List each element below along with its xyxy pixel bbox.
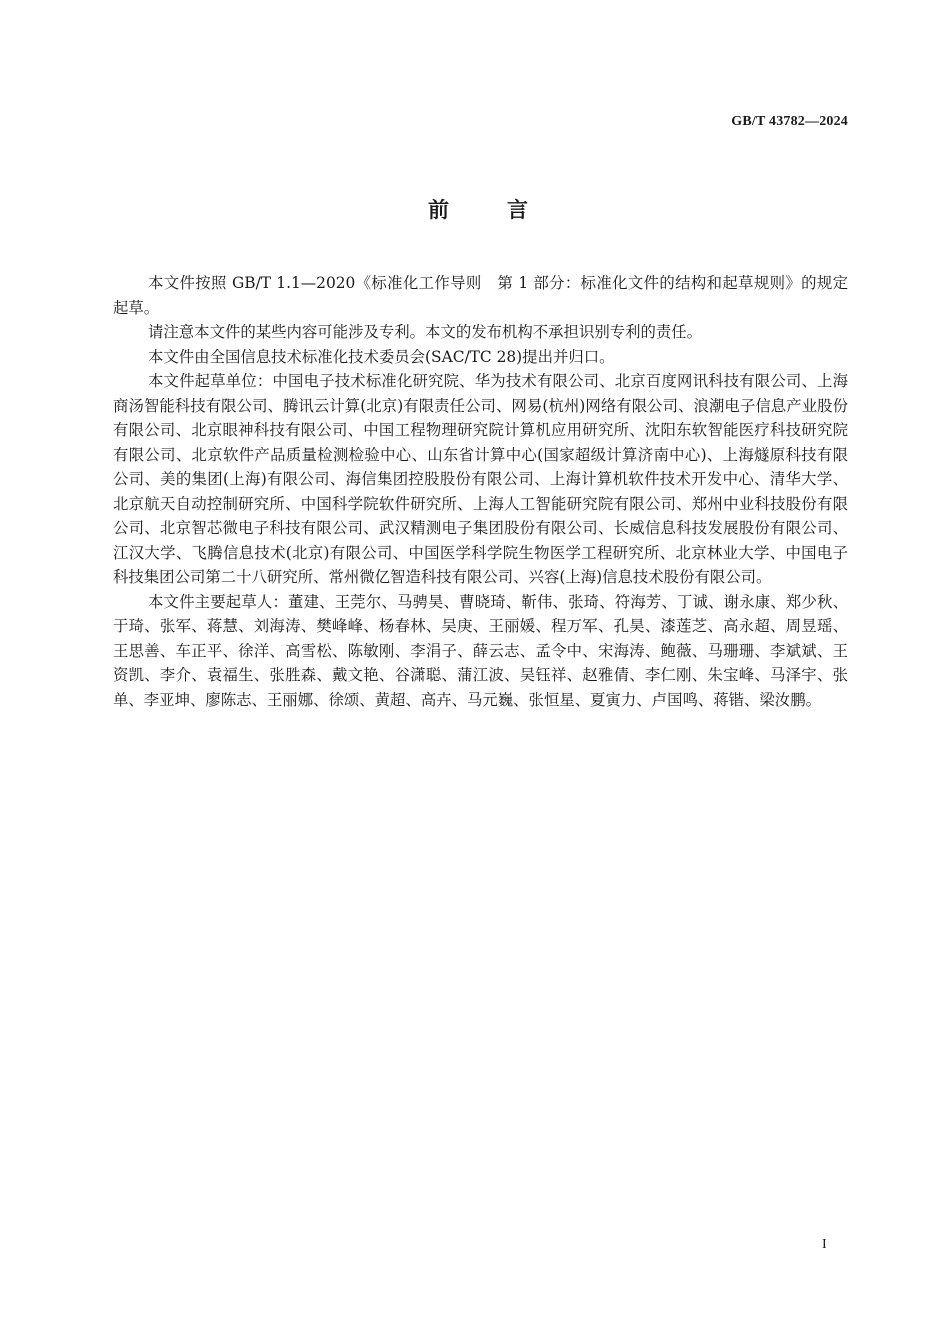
- page-title: 前言: [428, 198, 586, 222]
- paragraph-proposer: 本文件由全国信息技术标准化技术委员会(SAC/TC 28)提出并归口。: [148, 347, 615, 366]
- paragraph-patent-notice: 请注意本文件的某些内容可能涉及专利。本文的发布机构不承担识别专利的责任。: [148, 323, 703, 341]
- paragraph-drafting-organizations: 本文件起草单位：中国电子技术标准化研究院、华为技术有限公司、北京百度网讯科技有限公司、上海商汤智能科技有限公司、腾讯云计算(北京)有限责任公司、网易(杭州)网络有限公司、浪潮电子信息产业股份有限公司、北京眼神科技有限公司、中国工程物理研究院计算机应用研究所、沈阳东软智能医疗科技研究院有限公司、北京软件产品质量检测检验中心、山东省计算中心(国家超级计算济南中心)、上海燧原科技有限公司、美的集团(上海)有限公司、海信集团控股股份有限公司、上海计算机软件技术开发中心、清华大学、北京航天自动控制研究所、中国科学院软件研究所、上海人工智能研究院有限公司、郑州中业科技股份有限公司、北京智芯微电子科技有限公司、武汉精测电子集团股份有限公司、长威信息科技发展股份有限公司、江汉大学、飞腾信息技术(北京)有限公司、中国医学科学院生物医学工程研究所、北京林业大学、中国电子科技集团公司第二十八研究所、常州微亿智造科技有限公司、兴容(上海)信息技术股份有限公司。: [113, 372, 848, 586]
- paragraph-drafters: 本文件主要起草人：董建、王莞尔、马骋昊、曹晓琦、靳伟、张琦、符海芳、丁诚、谢永康、郑少秋、于琦、张军、蒋慧、刘海涛、樊峰峰、杨春林、吴庚、王丽媛、程万军、孔昊、漆莲芝、高永超、周昱瑶、王思善、车正平、徐洋、高雪松、陈敏刚、李涓子、薛云志、孟令中、宋海涛、鲍薇、马珊珊、李斌斌、王资凯、李介、袁福生、张胜森、戴文艳、谷潇聪、蒲江波、吴钰祥、赵雅倩、李仁刚、朱宝峰、马泽宇、张单、李亚坤、廖陈志、王丽娜、徐颂、黄超、高卉、马元巍、张恒星、夏寅力、卢国鸣、蒋锴、梁汝鹏。: [113, 592, 848, 709]
- standard-number: GB/T 43782—2024: [731, 114, 848, 129]
- foreword-body: [113, 271, 848, 712]
- paragraph-drafting-rules: 本文件按照 GB/T 1.1—2020《标准化工作导则 第 1 部分：标准化文件的结构和起草规则》的规定起草。: [113, 274, 848, 317]
- page-number: I: [822, 1237, 827, 1252]
